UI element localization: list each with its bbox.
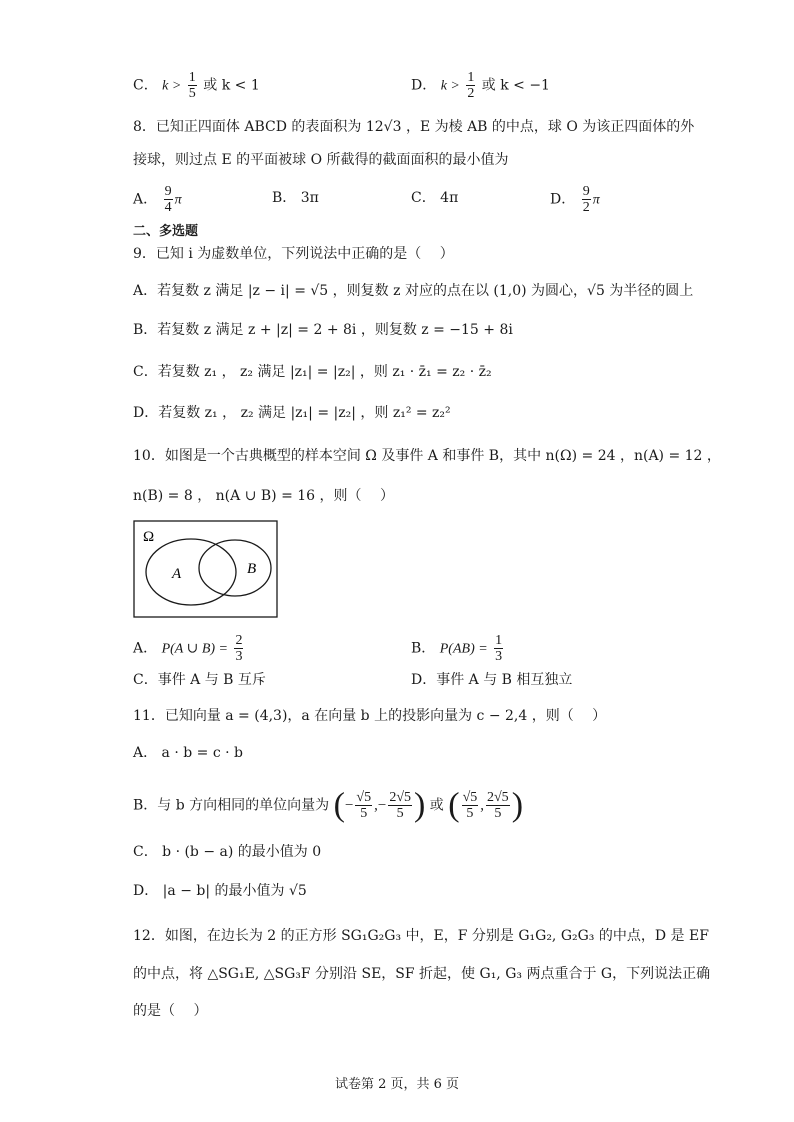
option-label: C． [133, 77, 158, 94]
numerator: √5 [462, 790, 478, 805]
q10-line1: 10．如图是一个古典概型的样本空间 Ω 及事件 A 和事件 B，其中 n(Ω) = 24 ，n(A) = 12 ， [133, 448, 721, 464]
venn-diagram [133, 520, 279, 620]
q10-option-c: C．事件 A 与 B 互斥 [133, 672, 266, 688]
q12-line2: 的中点，将 △SG₁E, △SG₃F 分别沿 SE，SF 折起，使 G₁, G₃ 两点重合于 G，下列说法正确 [133, 966, 711, 982]
right-paren: ) [511, 786, 524, 824]
expr: π [592, 192, 600, 208]
denominator: 5 [494, 806, 502, 821]
event-a-ellipse [146, 539, 236, 605]
q12-line3: 的是（ ） [133, 1003, 208, 1019]
q7-option-d [411, 70, 550, 101]
q10-line2: n(B) = 8 ， n(A ∪ B) = 16 ，则（ ） [133, 488, 394, 504]
q12-line1: 12．如图，在边长为 2 的正方形 SG₁G₂G₃ 中，E，F 分别是 G₁G₂, G₂G₃ 的中点，D 是 EF [133, 928, 709, 944]
numerator: 1 [188, 70, 196, 85]
q10-option-a [133, 633, 245, 664]
b-label: B [247, 561, 257, 577]
q8-option-b: B． 3π [272, 190, 319, 206]
denominator: 3 [495, 649, 503, 664]
fraction [582, 184, 591, 215]
numerator: 1 [495, 633, 503, 648]
left-paren: ( [448, 786, 460, 824]
denominator: 5 [396, 806, 404, 821]
numerator: 9 [582, 184, 590, 199]
denominator: 5 [188, 86, 196, 101]
fraction [355, 790, 372, 821]
expr: 或 k < 1 [203, 77, 260, 94]
fraction [486, 790, 510, 821]
separator: , [480, 797, 484, 814]
expr: 或 k < −1 [481, 77, 550, 94]
denominator: 3 [235, 649, 243, 664]
denominator: 5 [360, 806, 368, 821]
page-footer: 试卷第 2 页，共 6 页 [334, 1077, 460, 1092]
q9-option-a: A．若复数 z 满足 |z − i| = √5 ，则复数 z 对应的点在以 (1,0) 为圆心，√5 为半径的圆上 [133, 283, 694, 299]
q11-option-c: C． b · (b − a) 的最小值为 0 [133, 844, 322, 860]
q7-option-c [133, 70, 260, 101]
connector-text: 或 [429, 797, 444, 814]
q9-stem: 9．已知 i 为虚数单位，下列说法中正确的是（ ） [133, 246, 454, 262]
denominator: 5 [466, 806, 474, 821]
q8-option-c: C． 4π [411, 190, 459, 206]
fraction [466, 70, 475, 101]
q11-option-a: A． a · b = c · b [133, 745, 244, 761]
fraction [234, 633, 243, 664]
q10-option-d: D．事件 A 与 B 相互独立 [411, 672, 573, 688]
expr: P(AB) = [439, 641, 488, 657]
q9-option-b: B．若复数 z 满足 z + |z| = 2 + 8i ，则复数 z = −15 + 8i [133, 322, 513, 338]
q8-option-a [133, 184, 182, 215]
denominator: 4 [164, 200, 172, 215]
minus-sign: − [344, 797, 354, 814]
event-b-ellipse [199, 540, 271, 596]
q9-option-d: D．若复数 z₁ ， z₂ 满足 |z₁| = |z₂| ，则 z₁² = z₂² [133, 405, 451, 421]
q11-stem: 11．已知向量 a = (4,3)，a 在向量 b 上的投影向量为 c − 2,4 ，则（ ） [133, 708, 607, 724]
expr: π [174, 192, 182, 208]
option-label: D． [550, 191, 576, 208]
q11-option-b [133, 786, 524, 824]
q10-option-b [411, 633, 505, 664]
fraction [388, 790, 412, 821]
q8-line1: 8．已知正四面体 ABCD 的表面积为 12√3 ，E 为棱 AB 的中点，球 O 为该正四面体的外 [133, 119, 695, 135]
numerator: 2 [235, 633, 243, 648]
fraction [494, 633, 503, 664]
numerator: 2√5 [487, 790, 509, 805]
left-paren: ( [333, 786, 345, 824]
expr: k > [162, 78, 182, 94]
q11-option-d: D． |a − b| 的最小值为 √5 [133, 883, 307, 899]
q8-option-d [550, 184, 600, 215]
option-label: A． [133, 191, 158, 208]
fraction [188, 70, 197, 101]
separator: ,− [374, 797, 387, 814]
fraction [164, 184, 173, 215]
right-paren: ) [414, 786, 426, 824]
numerator: √5 [356, 790, 372, 805]
numerator: 1 [467, 70, 475, 85]
a-label: A [172, 566, 182, 582]
fraction [462, 790, 479, 821]
expr: k > [440, 78, 460, 94]
section-heading: 二、多选题 [133, 224, 199, 239]
q9-option-c: C．若复数 z₁ ， z₂ 满足 |z₁| = |z₂| ，则 z₁ · z̄₁ = z₂ · z̄₂ [133, 364, 492, 380]
option-label: A． [133, 640, 158, 657]
denominator: 2 [582, 200, 590, 215]
option-text: B．与 b 方向相同的单位向量为 [133, 797, 330, 814]
q8-line2: 接球，则过点 E 的平面被球 O 所截得的截面面积的最小值为 [133, 152, 509, 168]
expr: P(A ∪ B) = [161, 641, 228, 657]
denominator: 2 [467, 86, 475, 101]
option-label: D． [411, 77, 437, 94]
numerator: 2√5 [389, 790, 411, 805]
numerator: 9 [164, 184, 172, 199]
option-label: B． [411, 640, 436, 657]
omega-label: Ω [143, 529, 155, 545]
